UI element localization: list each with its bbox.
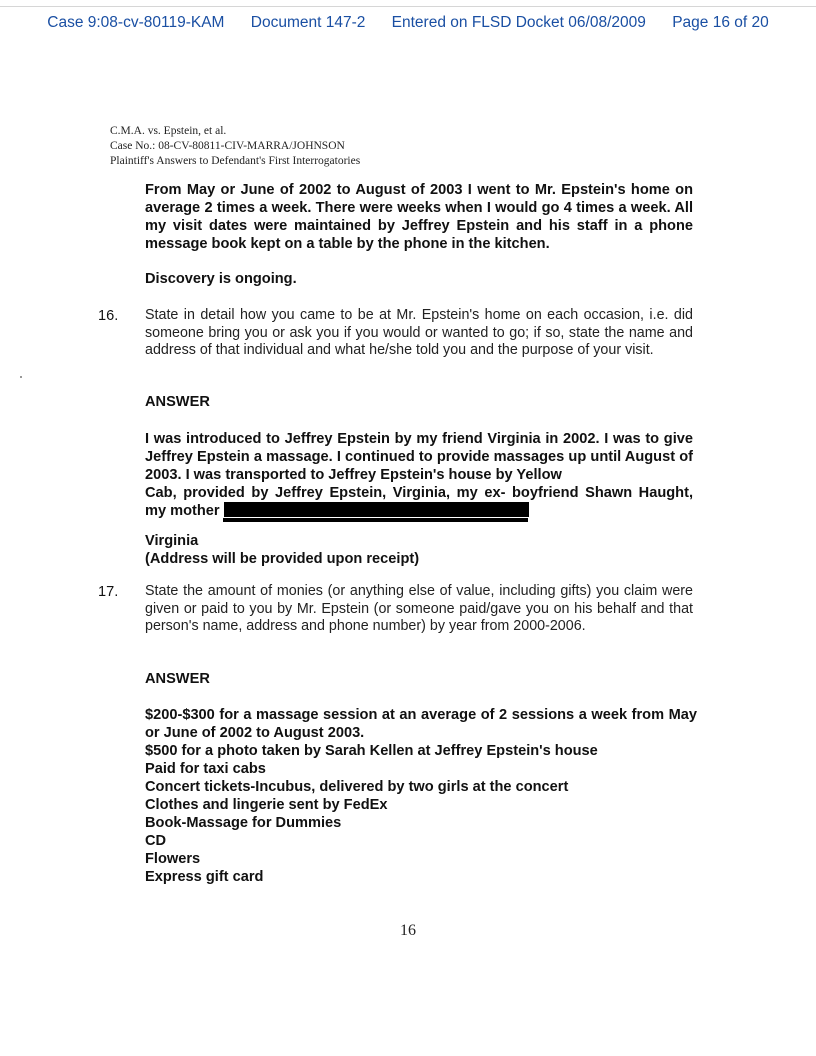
prior-answer-text: From May or June of 2002 to August of 2003 I went to Mr. Epstein's home on average 2 times a week. There were weeks when I would go 4 times a week. All my visit dates were maintained by Jeffrey Epstein and his staff in a phone message book kept on a table by the phone in the kitchen. xyxy=(145,182,693,252)
answer-17-item: Clothes and lingerie sent by FedEx xyxy=(145,797,388,813)
answer-17-item: CD xyxy=(145,833,167,849)
answer-17-item: $500 for a photo taken by Sarah Kellen at Jeffrey Epstein's house xyxy=(145,743,598,759)
answer-16-paragraph: I was introduced to Jeffrey Epstein by my friend Virginia in 2002. I was to give Jeffrey Epstein a massage. I continued to provide massages up until August of 2003. I was transported to Jeffrey Epstein's house by Yellow xyxy=(145,431,693,483)
question-16-text: State in detail how you came to be at Mr. Epstein's home on each occasion, i.e. did someone bring you or ask you if you would or wanted to go; if so, state the name and address of that individual and what he/she told you and the purpose of your visit. xyxy=(145,307,693,358)
discovery-note: Discovery is ongoing. xyxy=(145,271,297,287)
scan-artifact-dot xyxy=(20,376,22,378)
docket-entry: Entered on FLSD Docket 06/08/2009 xyxy=(391,14,646,31)
question-17-number: 17. xyxy=(98,584,119,600)
answer-16-cab-text: Cab, provided by Jeffrey Epstein, Virginia, my ex- boyfriend Shawn Haught, xyxy=(145,485,693,501)
question-16-answer xyxy=(145,430,693,520)
question-16-number: 16. xyxy=(98,308,119,324)
answer-16-cab-line xyxy=(145,484,693,502)
answer-16-mother-text: my mother xyxy=(145,503,220,519)
case-number: Case 9:08-cv-80119-KAM xyxy=(47,14,225,31)
answer-17-item: Concert tickets-Incubus, delivered by two girls at the concert xyxy=(145,779,569,795)
contact-address: (Address will be provided upon receipt) xyxy=(145,551,420,567)
court-filing-stamp xyxy=(0,14,816,32)
redaction-underline xyxy=(223,520,528,522)
scan-edge-line xyxy=(0,6,816,7)
answer-17-item: Paid for taxi cabs xyxy=(145,761,266,777)
answer-17-item: Book-Massage for Dummies xyxy=(145,815,342,831)
question-16-answer-label: ANSWER xyxy=(145,394,210,410)
question-17-answer-list xyxy=(145,706,697,886)
page-number: 16 xyxy=(400,922,416,939)
page-indicator: Page 16 of 20 xyxy=(672,14,769,31)
contact-name: Virginia xyxy=(145,533,199,549)
answer-17-item: Flowers xyxy=(145,851,201,867)
caption-parties: C.M.A. vs. Epstein, et al. xyxy=(110,125,227,137)
document-number: Document 147-2 xyxy=(250,14,366,31)
answer-17-item: Express gift card xyxy=(145,869,264,885)
caption-title: Plaintiff's Answers to Defendant's First Interrogatories xyxy=(110,155,361,167)
caption-case-no: Case No.: 08-CV-80811-CIV-MARRA/JOHNSON xyxy=(110,140,345,152)
case-caption xyxy=(110,124,360,169)
answer-17-item: $200-$300 for a massage session at an average of 2 sessions a week from May or June of 2002 to August 2003. xyxy=(145,707,697,741)
redaction-bar xyxy=(224,502,529,517)
question-17-text: State the amount of monies (or anything else of value, including gifts) you claim were given or paid to you by Mr. Epstein (or someone paid/gave you on his behalf and that person's name, address and phone number) by year from 2000-2006. xyxy=(145,583,693,634)
question-17-answer-label: ANSWER xyxy=(145,671,210,687)
